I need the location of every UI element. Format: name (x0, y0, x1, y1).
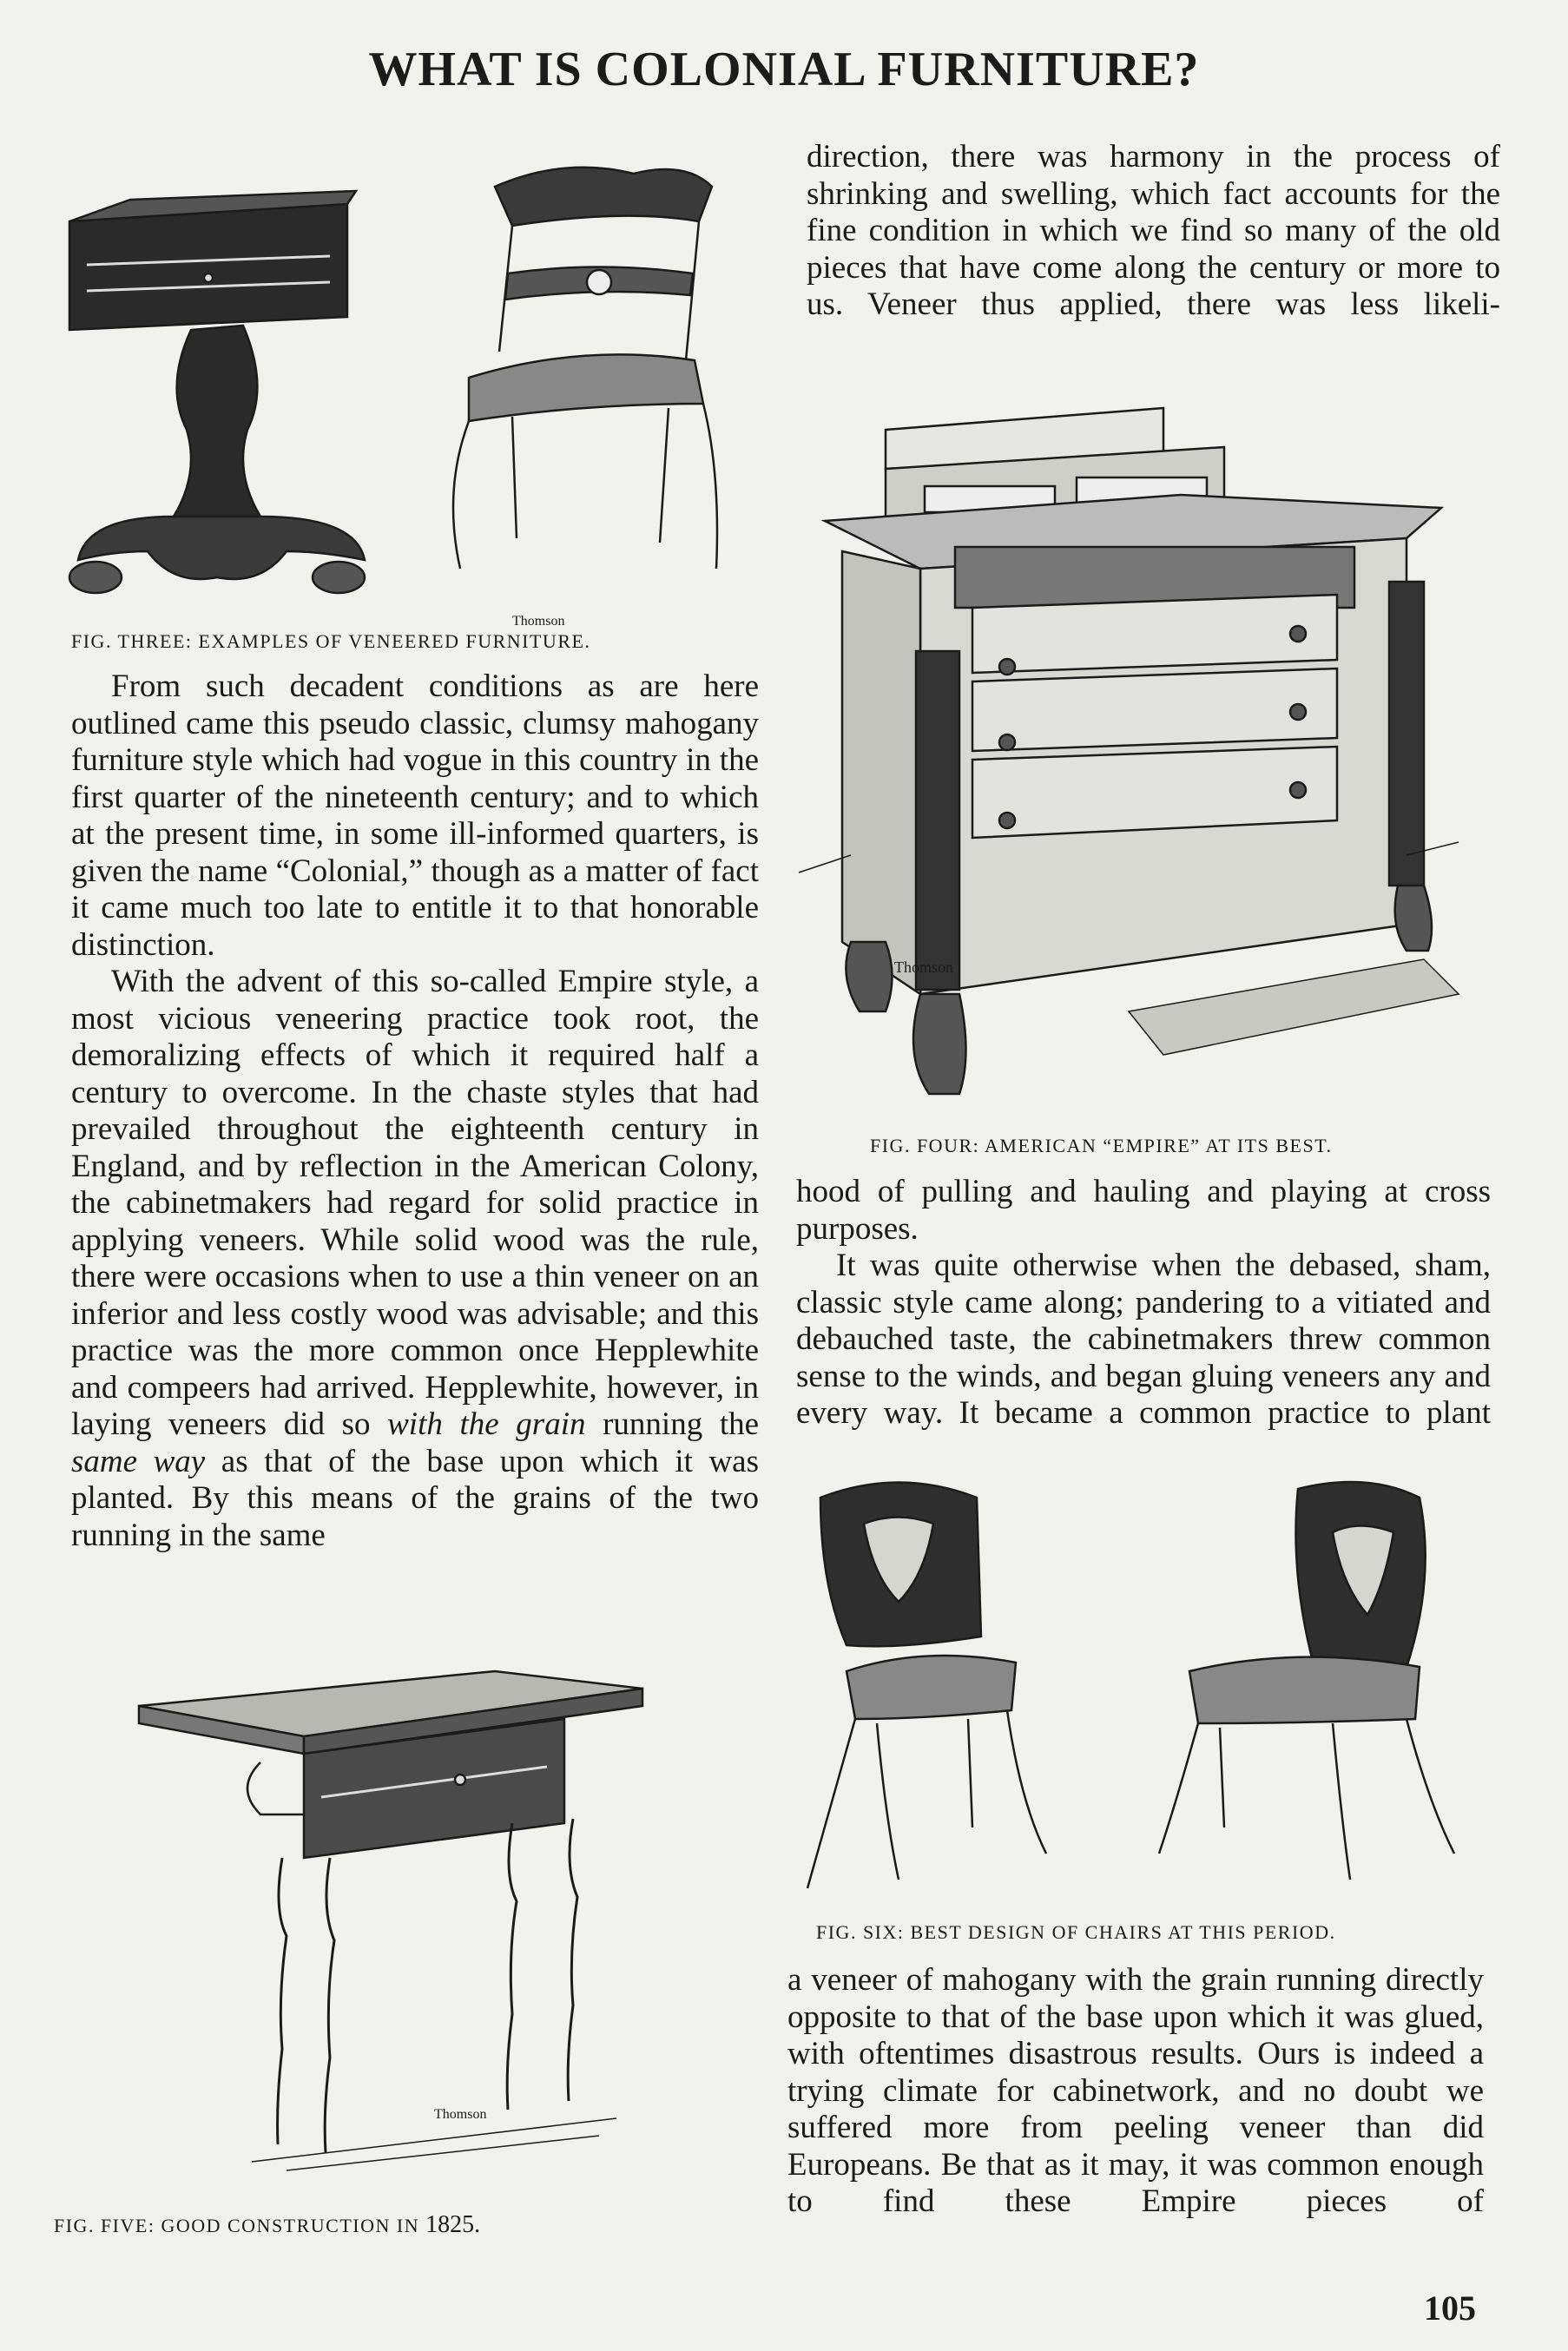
fig-three-caption: FIG. THREE: EXAMPLES OF VENEERED FURNITURE. (71, 630, 591, 652)
left-paragraph-2-part2: running the (603, 1406, 760, 1442)
chest-of-drawers-icon (799, 408, 1459, 1094)
left-paragraph-2-em2: same way (71, 1443, 206, 1479)
left-paragraph-2 (71, 964, 759, 1554)
fig-three-illustration (61, 143, 773, 629)
left-paragraph-1: From such decadent conditions as are here outlined came this pseudo classic, clumsy mahogany furniture style which had vogue in this country in the first quarter of the nineteenth century; and to which at the present time, in some ill-informed quarters, is given the name “Colonial,” though as a matter of fact it came much too late to entitle it to that honorable distinction. (71, 668, 759, 963)
fig-five-illustration (130, 1650, 669, 2188)
page-number: 105 (1424, 2288, 1476, 2328)
fig-four-signature: Thomson (894, 958, 954, 976)
left-paragraph-2-part3: as that of the base upon which it was planted. By this means of the grains of the two running in the same (71, 1443, 759, 1553)
drop-leaf-table-icon (139, 1671, 642, 2170)
right-middle-paragraph-2: It was quite otherwise when the debased, sham, classic style came along; pandering to a vitiated and debauched taste, the cabinetmakers threw common sense to the winds, and began gluing veneers any and every way. It became a common practice to plant (796, 1248, 1491, 1431)
right-middle-paragraph-1: hood of pulling and hauling and playing at cross purposes. (796, 1174, 1491, 1247)
chair-icon (807, 1483, 1046, 1889)
left-col-text (71, 668, 759, 1554)
fig-three-signature: Thomson (512, 614, 565, 629)
chair-icon (1159, 1482, 1454, 1880)
left-paragraph-2-em1: with the grain (387, 1406, 586, 1442)
fig-five-signature: Thomson (434, 2107, 487, 2122)
right-col-paragraph-bottom: a veneer of mahogany with the grain running directly opposite to that of the base upon which it was glued, with oftentimes disastrous results. Ours is indeed a trying climate for cabinetwork, and no doubt we suffered more from peeling veneer than did Europeans. Be that as it may, it was common enough to find these Empire pieces of (787, 1962, 1484, 2219)
fig-six-illustration (794, 1472, 1489, 1914)
left-paragraph-2-part1: With the advent of this so-called Empire style, a most vicious veneering practice took root, the demoralizing effects of which it required half a century to overcome. In the chaste styles that had prevailed throughout the eighteenth century in England, and by reflection in the American Colony, the cabinetmakers had regard for solid practice in applying veneers. While solid wood was the rule, there were occasions when to use a thin veneer on an inferior and less costly wood was advisable; and this practice was the more common once Hepplewhite and compeers had arrived. Hepplewhite, however, in laying veneers did so (71, 964, 759, 1442)
right-col-paragraph-top: direction, there was harmony in the process of shrinking and swelling, which fact accounts for the fine condition in which we find so many of the old pieces that have come along the century or more to us. Veneer thus applied, there was less likeli- (807, 139, 1500, 322)
fig-four-caption: FIG. FOUR: AMERICAN “EMPIRE” AT ITS BEST. (870, 1135, 1333, 1156)
chair-icon (453, 168, 717, 569)
right-col-middle-text (796, 1174, 1491, 1432)
table-icon (69, 191, 365, 593)
fig-four-illustration (799, 369, 1459, 1124)
page-title: WHAT IS COLONIAL FURNITURE? (368, 43, 1200, 96)
fig-five-caption (54, 2211, 480, 2239)
fig-five-caption-year: 1825. (425, 2211, 481, 2238)
fig-five-caption-text: FIG. FIVE: GOOD CONSTRUCTION IN (54, 2215, 420, 2236)
fig-six-caption: FIG. SIX: BEST DESIGN OF CHAIRS AT THIS PERIOD. (816, 1921, 1336, 1943)
